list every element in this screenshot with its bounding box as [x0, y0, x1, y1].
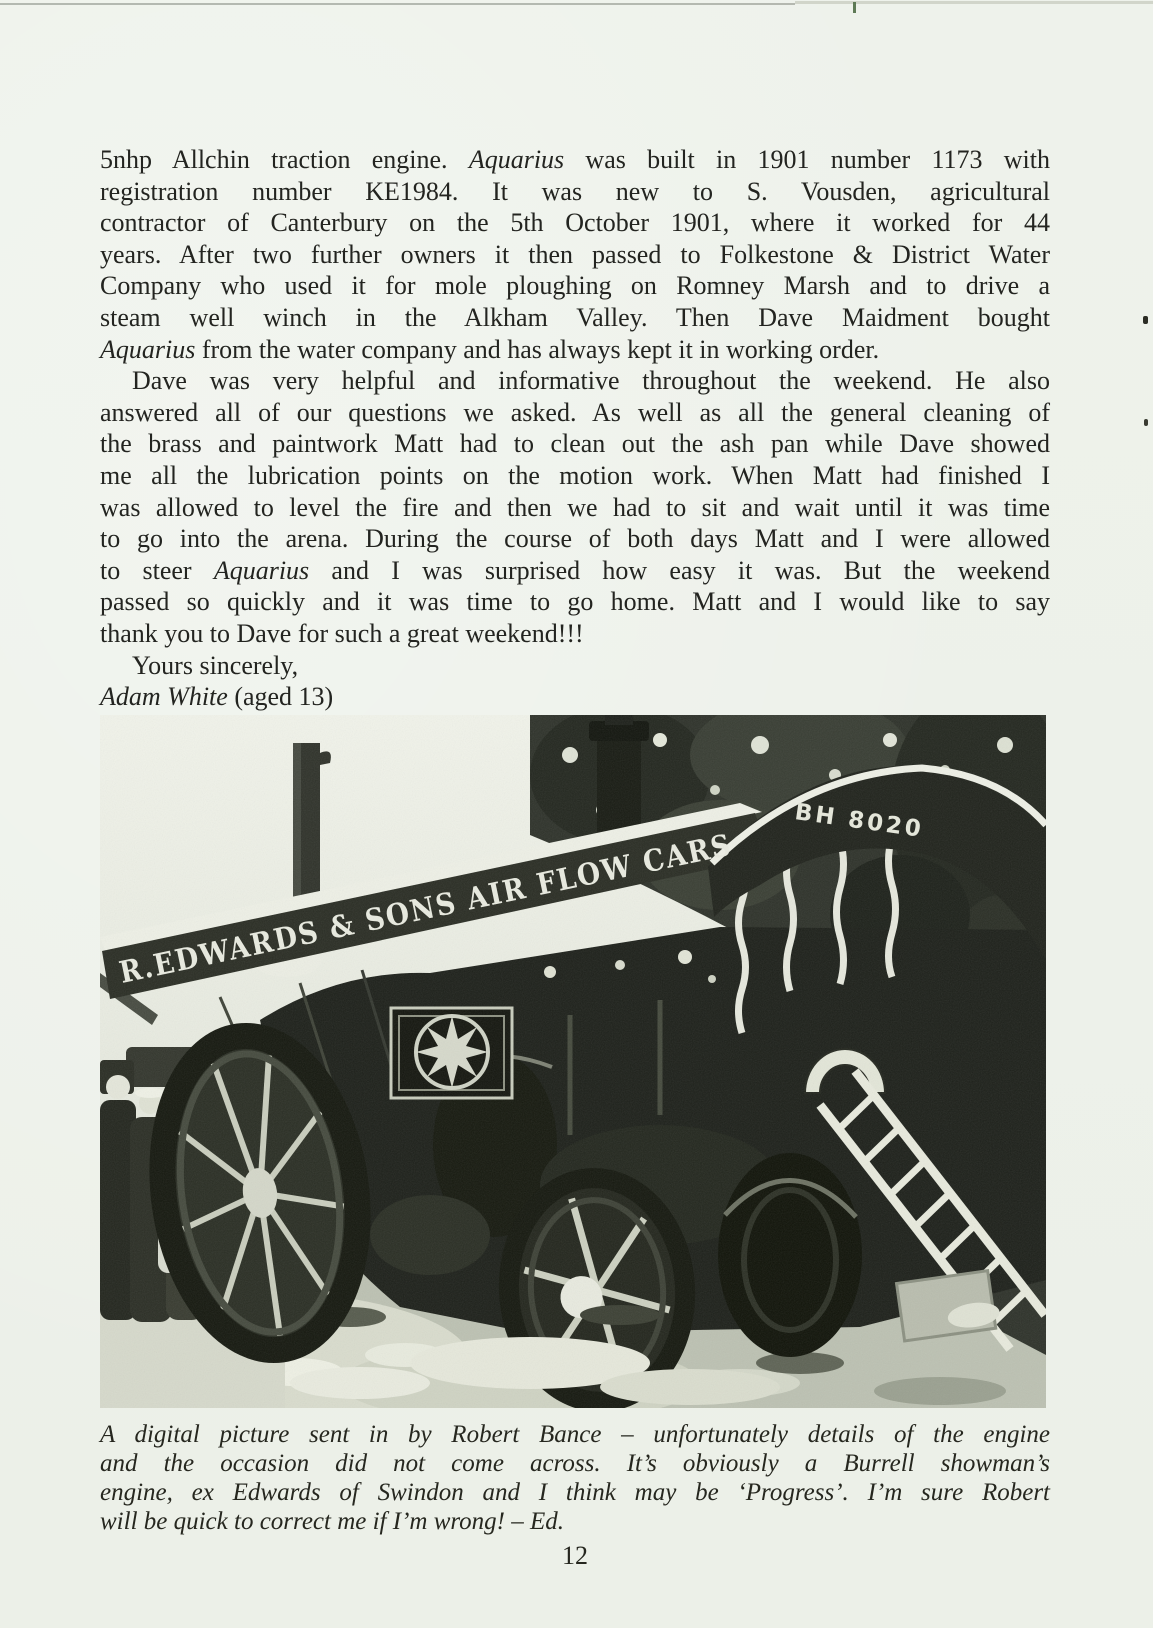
text-segment: years. After two further owners it then passed to Folkestone & District Water [100, 239, 1050, 269]
text-segment: Aquarius [213, 555, 310, 585]
text-line [100, 239, 1050, 271]
text-line [100, 1507, 1050, 1536]
text-segment: registration number KE1984. It was new to S. Vousden, agricultural [100, 176, 1050, 206]
text-segment: and I was surprised how easy it was. But the weekend [309, 555, 1051, 585]
text-line [100, 618, 1050, 650]
text-segment: (aged 13) [227, 682, 334, 712]
text-segment: steam well winch in the Alkham Valley. Then Dave Maidment bought [100, 302, 1050, 332]
page-number: 12 [562, 1541, 588, 1570]
paragraph [100, 650, 1050, 713]
text-line [100, 1478, 1050, 1507]
text-line [100, 144, 1050, 176]
text-line [100, 555, 1050, 587]
paragraph [100, 1420, 1050, 1536]
text-segment: to steer [100, 555, 214, 585]
text-line [100, 586, 1050, 618]
text-line [100, 492, 1050, 524]
paragraph [100, 365, 1050, 649]
text-segment: Adam White [100, 682, 228, 712]
text-segment: Aquarius [100, 334, 196, 364]
canopy-text: R.EDWARDS & SONS AIR FLOW CARS [116, 810, 815, 991]
text-line [100, 302, 1050, 334]
letter-text [100, 144, 1050, 713]
text-line [100, 460, 1050, 492]
scan-artifact-speck-1 [1143, 316, 1148, 324]
scan-artifact-green-tick [853, 2, 856, 13]
text-line [100, 176, 1050, 208]
text-segment: and the occasion did not come across. It’s obviously a Burrell showman’s [100, 1450, 1050, 1477]
text-segment: answered all of our questions we asked. As well as all the general cleaning of [100, 397, 1050, 427]
scan-artifact-top-line-right [795, 1, 1153, 4]
text-segment: engine, ex Edwards of Swindon and I think may be ‘Progress’. I’m sure Robert [100, 1479, 1050, 1506]
text-segment: contractor of Canterbury on the 5th October 1901, where it worked for 44 [100, 208, 1050, 238]
text-line [100, 1449, 1050, 1478]
text-segment: me all the lubrication points on the motion work. When Matt had finished I [100, 460, 1050, 490]
registration-text: BH 8020 [793, 799, 926, 844]
text-segment: the brass and paintwork Matt had to clean out the ash pan while Dave showed [100, 429, 1050, 459]
text-line [100, 681, 1050, 713]
text-segment: was allowed to level the fire and then we had to sit and wait until it was time [100, 492, 1050, 522]
text-segment: A digital picture sent in by Robert Bance – unfortunately details of the engine [100, 1421, 1050, 1448]
photo-traction-engine [100, 715, 1046, 1408]
text-line [100, 397, 1050, 429]
text-line [100, 334, 1050, 366]
photo-caption [100, 1420, 1050, 1536]
text-segment: Dave was very helpful and informative throughout the weekend. He also [132, 366, 1050, 396]
text-line [100, 207, 1050, 239]
text-line [100, 650, 1050, 682]
text-segment: to go into the arena. During the course of both days Matt and I were allowed [100, 524, 1050, 554]
text-segment: Aquarius [468, 145, 565, 174]
scan-artifact-top-line [0, 3, 795, 5]
text-segment: Company who used it for mole ploughing on Romney Marsh and to drive a [100, 271, 1050, 301]
text-segment: from the water company and has always kept it in working order. [195, 334, 880, 364]
text-segment: Yours sincerely, [132, 650, 299, 680]
text-segment: will be quick to correct me if I’m wrong! – Ed. [100, 1508, 565, 1535]
paragraph [100, 144, 1050, 365]
photo-grain [100, 715, 1046, 1408]
text-segment: thank you to Dave for such a great weekend!!! [100, 618, 584, 648]
text-segment: 5nhp Allchin traction engine. [100, 145, 469, 174]
text-line [100, 523, 1050, 555]
text-segment: was built in 1901 number 1173 with [564, 145, 1050, 174]
scan-artifact-speck-2 [1144, 419, 1148, 426]
text-line [100, 270, 1050, 302]
text-line [100, 1420, 1050, 1449]
text-line [100, 428, 1050, 460]
text-segment: passed so quickly and it was time to go home. Matt and I would like to say [100, 587, 1050, 617]
text-line [100, 365, 1050, 397]
